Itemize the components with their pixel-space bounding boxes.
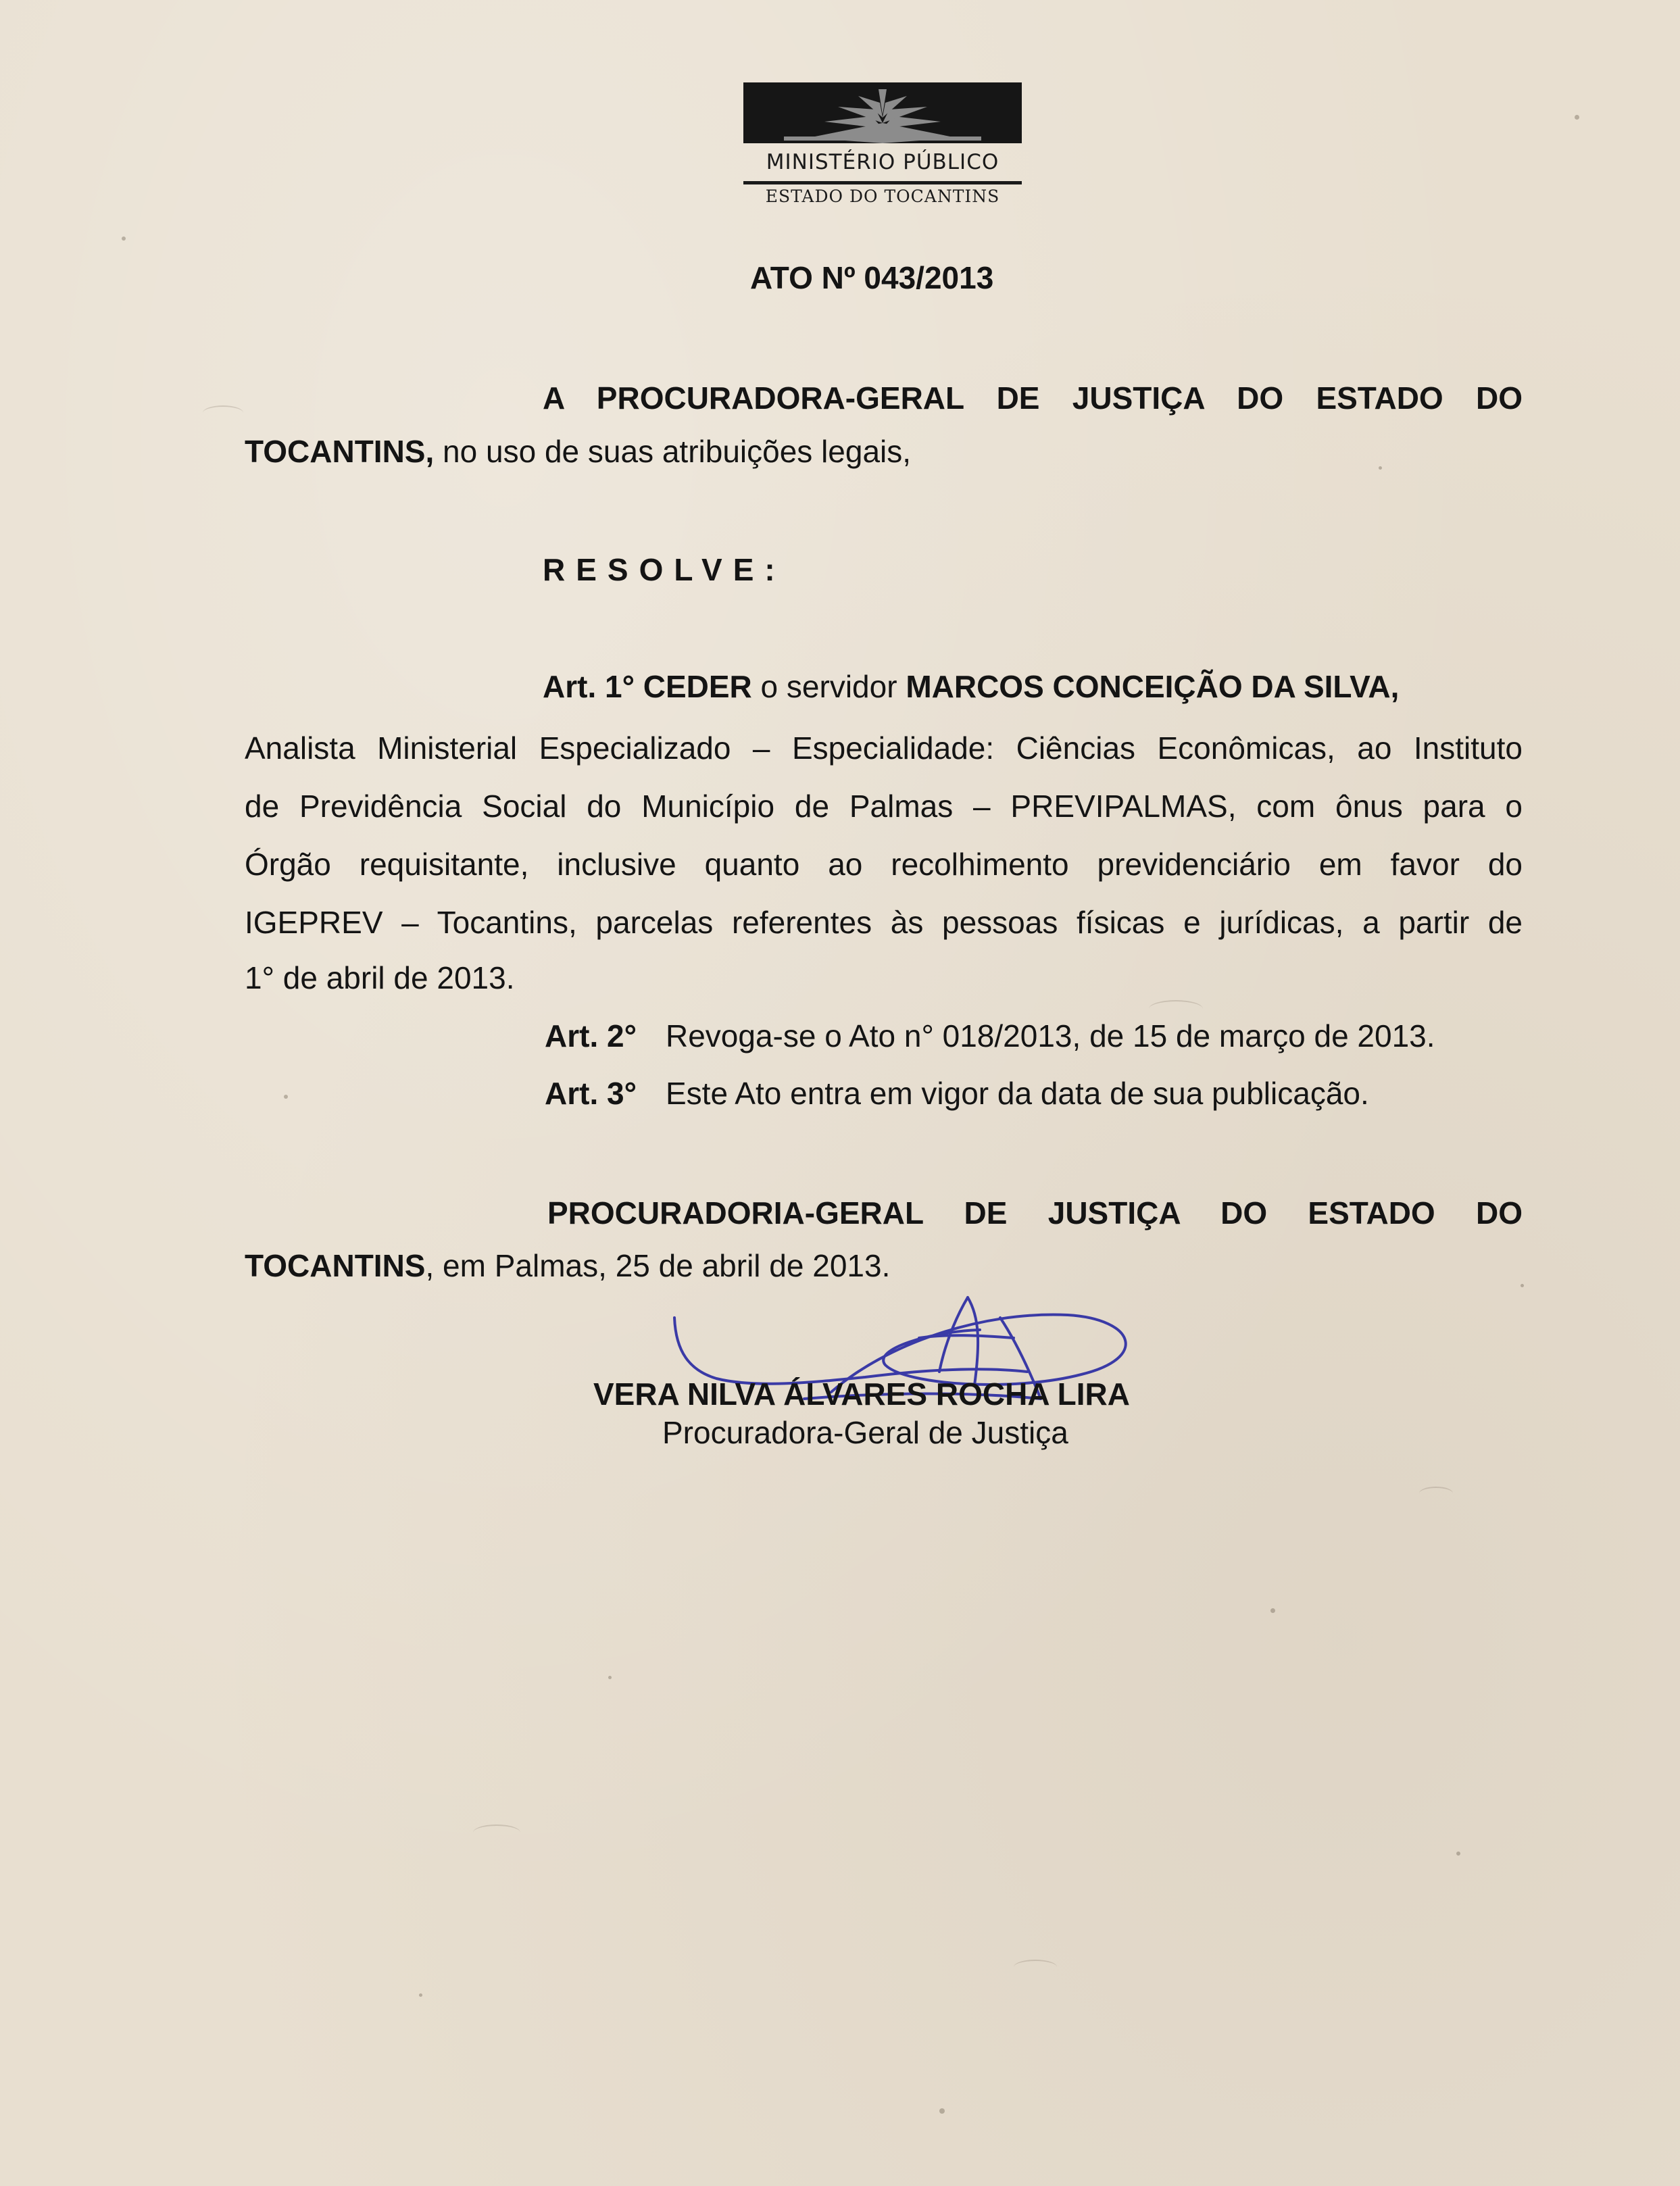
logo-divider [743,181,1022,184]
art1-text: o servidor [751,669,906,704]
paper-speck [1379,466,1382,470]
paper-speck [1575,115,1579,120]
paper-speck [284,1095,288,1099]
logo-institution-text: MINISTÉRIO PÚBLICO [766,150,999,174]
preamble-line-1: A PROCURADORA-GERAL DE JUSTIÇA DO ESTADO DO [543,380,1523,416]
art1-line-1 [543,671,1399,702]
art3-line [545,1078,637,1109]
preamble-line-2 [245,436,911,467]
preamble-state-name: TOCANTINS, [245,434,435,469]
art1-line-5: IGEPREV – Tocantins, parcelas referentes às pessoas físicas e jurídicas, a partir de [245,905,1523,940]
ministerio-logo [743,82,1022,143]
signatory-name: VERA NILVA ÁLVARES ROCHA LIRA [593,1376,1130,1412]
art1-line-4: Órgão requisitante, inclusive quanto ao recolhimento previdenciário em favor do [245,847,1523,882]
paper-fiber [1014,1960,1057,1974]
art3-label: Art. 3° [545,1076,637,1111]
paper-fiber [1149,1000,1203,1018]
paper-speck [1521,1284,1524,1287]
paper-speck [419,1993,422,1997]
sunburst-emblem-icon [743,82,1022,143]
closing-place-date: , em Palmas, 25 de abril de 2013. [425,1248,891,1283]
paper-speck [939,2108,945,2114]
art1-line-6: 1° de abril de 2013. [245,960,515,995]
preamble-rest: no uso de suas atribuições legais, [434,434,912,469]
resolve-heading: RESOLVE: [543,552,786,587]
paper-speck [608,1676,612,1679]
paper-speck [122,237,126,241]
paper-fiber [473,1824,520,1841]
closing-line-2 [245,1250,890,1281]
paper-speck [1270,1608,1275,1613]
art3-text: Este Ato entra em vigor da data de sua publicação. [666,1076,1369,1111]
signatory-role: Procuradora-Geral de Justiça [662,1415,1068,1450]
logo-state-text: ESTADO DO TOCANTINS [765,187,1000,206]
art1-line-2: Analista Ministerial Especializado – Especialidade: Ciências Econômicas, ao Instituto [245,730,1523,766]
art1-label: Art. 1° CEDER [543,669,752,704]
closing-line-1: PROCURADORIA-GERAL DE JUSTIÇA DO ESTADO DO [547,1195,1523,1231]
paper-fiber [203,405,243,420]
art2-line [545,1020,637,1051]
art2-label: Art. 2° [545,1018,637,1053]
closing-state-name: TOCANTINS [245,1248,426,1283]
document-title: ATO Nº 043/2013 [750,260,994,295]
paper-speck [1456,1852,1460,1856]
art1-servant-name: MARCOS CONCEIÇÃO DA SILVA, [906,669,1400,704]
art1-line-3: de Previdência Social do Município de Palmas – PREVIPALMAS, com ônus para o [245,789,1523,824]
art2-text: Revoga-se o Ato n° 018/2013, de 15 de março de 2013. [666,1018,1435,1053]
paper-fiber [1419,1487,1453,1500]
